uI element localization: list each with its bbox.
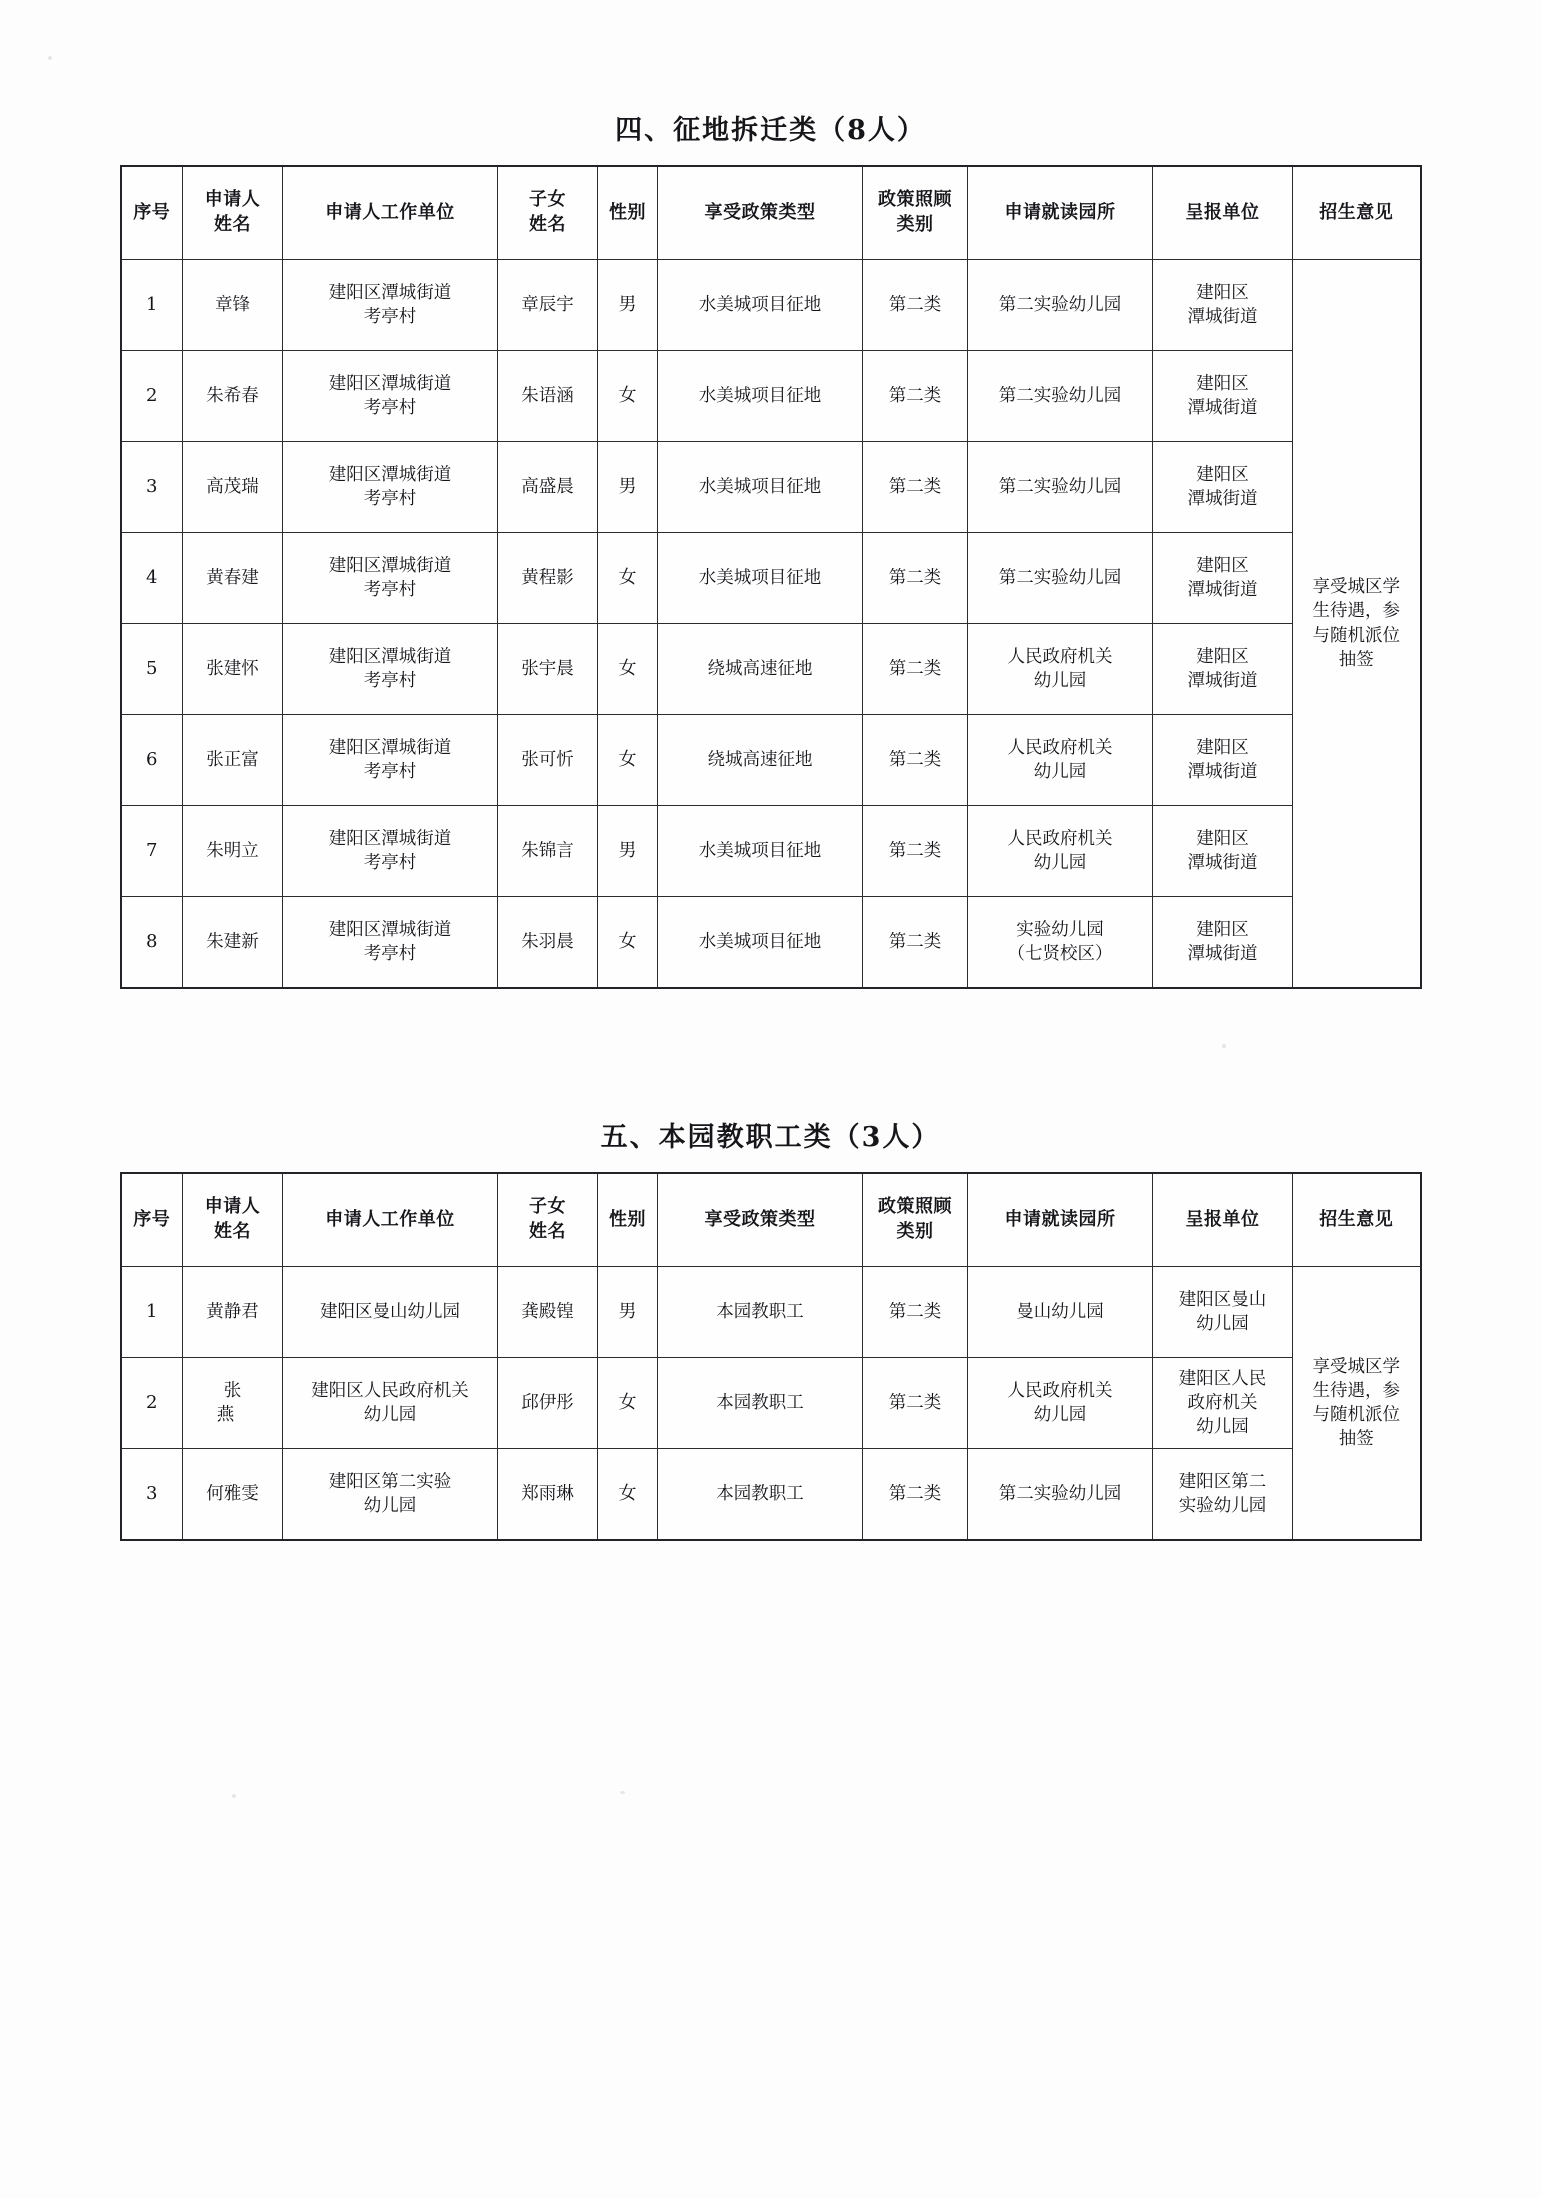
col-header-policy-category-line2: 类别 (896, 1221, 934, 1242)
col-header-child-name-line2: 姓名 (529, 1221, 566, 1242)
reporting-unit-line: 建阳区 (1196, 828, 1249, 849)
cell-applicant-name (183, 897, 283, 989)
admission-opinion-line: 生待遇，参 (1312, 1380, 1400, 1401)
work-unit-line: 考亭村 (363, 671, 417, 691)
applicant-name-text: 朱明立 (206, 840, 259, 861)
cell-reporting-unit (1153, 351, 1293, 442)
reporting-unit-line: 潭城街道 (1187, 853, 1258, 873)
col-header-policy-type: 享受政策类型 (658, 1173, 863, 1267)
col-header-seq: 序号 (121, 166, 183, 260)
cell-seq: 3 (121, 1449, 183, 1541)
cell-gender: 女 (598, 1358, 658, 1449)
table-row (121, 715, 1421, 806)
col-header-child-name-line2: 姓名 (529, 214, 566, 235)
table-row (121, 1358, 1421, 1449)
work-unit-line: 考亭村 (363, 580, 417, 600)
cell-gender: 女 (598, 715, 658, 806)
cell-work-unit (283, 260, 498, 351)
cell-policy-category: 第二类 (863, 351, 968, 442)
cell-seq: 3 (121, 442, 183, 533)
reporting-unit-line: 建阳区曼山 (1178, 1289, 1267, 1310)
applicant-name-text: 黄静君 (206, 1301, 259, 1322)
cell-reporting-unit (1153, 442, 1293, 533)
reporting-unit-line: 建阳区 (1196, 555, 1249, 576)
cell-seq: 2 (121, 1358, 183, 1449)
col-header-policy-category (863, 166, 968, 260)
cell-child-name: 章辰宇 (498, 260, 598, 351)
reporting-unit-line: 建阳区人民 (1178, 1368, 1267, 1389)
cell-kindergarten (968, 260, 1153, 351)
table-row (121, 260, 1421, 351)
cell-kindergarten (968, 533, 1153, 624)
work-unit-line: 建阳区潭城街道 (328, 646, 452, 667)
col-header-kindergarten: 申请就读园所 (968, 166, 1153, 260)
kindergarten-line: 第二实验幼儿园 (998, 385, 1122, 406)
cell-child-name: 邱伊彤 (498, 1358, 598, 1449)
cell-seq: 2 (121, 351, 183, 442)
section-staff-children (0, 1115, 1541, 1541)
table-row (121, 351, 1421, 442)
applicant-name-text: 朱建新 (206, 931, 259, 952)
col-header-applicant-name (183, 166, 283, 260)
admission-opinion-line: 与随机派位 (1312, 1405, 1400, 1425)
reporting-unit-line: 幼儿园 (1196, 1314, 1249, 1334)
cell-policy-category: 第二类 (863, 442, 968, 533)
reporting-unit-line: 潭城街道 (1187, 398, 1258, 418)
kindergarten-line: 幼儿园 (1033, 762, 1087, 782)
reporting-unit-line: 幼儿园 (1196, 1417, 1249, 1438)
cell-policy-category: 第二类 (863, 1358, 968, 1449)
cell-gender: 男 (598, 806, 658, 897)
reporting-unit-line: 建阳区 (1196, 373, 1249, 394)
col-header-child-name-line1: 子女 (529, 1196, 566, 1218)
applicant-name-text: 张建怀 (206, 658, 259, 679)
col-header-policy-category (863, 1173, 968, 1267)
table-row (121, 533, 1421, 624)
kindergarten-line: 第二实验幼儿园 (998, 1483, 1122, 1504)
cell-child-name: 龚殿锽 (498, 1267, 598, 1358)
admission-opinion-line: 与随机派位 (1312, 625, 1400, 646)
cell-reporting-unit (1153, 897, 1293, 989)
table-row (121, 897, 1421, 989)
col-header-policy-category-line2: 类别 (896, 214, 934, 235)
admission-opinion-line: 抽签 (1338, 649, 1374, 670)
kindergarten-line: 第二实验幼儿园 (998, 567, 1122, 588)
col-header-kindergarten: 申请就读园所 (968, 1173, 1153, 1267)
cell-work-unit (283, 1449, 498, 1541)
section-title-land-acquisition: 四、征地拆迁类（8人） (615, 115, 926, 146)
reporting-unit-line: 政府机关 (1187, 1392, 1258, 1413)
cell-child-name: 张可忻 (498, 715, 598, 806)
col-header-seq: 序号 (121, 1173, 183, 1267)
kindergarten-line: 幼儿园 (1033, 671, 1087, 691)
cell-policy-type: 本园教职工 (658, 1358, 863, 1449)
kindergarten-line: （七贤校区） (1007, 944, 1113, 964)
cell-admission-opinion (1293, 1267, 1421, 1541)
cell-applicant-name (183, 533, 283, 624)
cell-reporting-unit (1153, 260, 1293, 351)
cell-kindergarten (968, 1358, 1153, 1449)
cell-child-name: 张宇晨 (498, 624, 598, 715)
cell-kindergarten (968, 715, 1153, 806)
table-header-row (121, 166, 1421, 260)
land-acquisition-table-body (121, 260, 1421, 989)
cell-policy-type: 本园教职工 (658, 1267, 863, 1358)
cell-work-unit (283, 351, 498, 442)
reporting-unit-line: 建阳区 (1196, 646, 1249, 667)
cell-child-name: 朱锦言 (498, 806, 598, 897)
col-header-admission-opinion: 招生意见 (1293, 1173, 1421, 1267)
section-title-staff-children: 五、本园教职工类（3人） (600, 1122, 941, 1153)
cell-reporting-unit (1153, 806, 1293, 897)
cell-policy-category: 第二类 (863, 806, 968, 897)
cell-applicant-name (183, 1449, 283, 1541)
work-unit-line: 考亭村 (363, 944, 417, 964)
cell-applicant-name (183, 1267, 283, 1358)
work-unit-line: 幼儿园 (363, 1405, 417, 1425)
col-header-policy-type: 享受政策类型 (658, 166, 863, 260)
applicant-name-text: 张正富 (206, 749, 259, 770)
section-land-acquisition (0, 108, 1541, 989)
cell-work-unit (283, 1267, 498, 1358)
col-header-work-unit: 申请人工作单位 (283, 166, 498, 260)
cell-child-name: 朱羽晨 (498, 897, 598, 989)
work-unit-line: 建阳区潭城街道 (328, 919, 452, 940)
cell-seq: 5 (121, 624, 183, 715)
cell-reporting-unit (1153, 715, 1293, 806)
cell-gender: 女 (598, 351, 658, 442)
kindergarten-line: 人民政府机关 (1007, 1380, 1113, 1401)
work-unit-line: 考亭村 (363, 398, 417, 418)
cell-kindergarten (968, 624, 1153, 715)
land-acquisition-table (120, 165, 1422, 989)
cell-policy-category: 第二类 (863, 1267, 968, 1358)
cell-work-unit (283, 533, 498, 624)
col-header-applicant-name-line2: 姓名 (214, 214, 251, 235)
reporting-unit-line: 建阳区 (1196, 919, 1249, 940)
reporting-unit-line: 潭城街道 (1187, 944, 1258, 964)
cell-applicant-name (183, 260, 283, 351)
col-header-policy-category-line1: 政策照顾 (878, 1196, 952, 1218)
work-unit-line: 建阳区人民政府机关 (311, 1380, 469, 1401)
kindergarten-line: 第二实验幼儿园 (998, 294, 1122, 315)
cell-applicant-name (183, 351, 283, 442)
cell-kindergarten (968, 351, 1153, 442)
cell-policy-category: 第二类 (863, 1449, 968, 1541)
cell-policy-type: 水美城项目征地 (658, 260, 863, 351)
cell-reporting-unit (1153, 533, 1293, 624)
col-header-policy-category-line1: 政策照顾 (878, 189, 952, 211)
cell-kindergarten (968, 442, 1153, 533)
scan-speck (620, 1791, 625, 1794)
applicant-name-text: 章锋 (215, 294, 250, 315)
scan-speck (48, 56, 52, 60)
applicant-name-text: 朱希春 (206, 385, 259, 406)
reporting-unit-line: 潭城街道 (1187, 307, 1258, 327)
table-row (121, 624, 1421, 715)
cell-reporting-unit (1153, 1449, 1293, 1541)
work-unit-line: 考亭村 (363, 307, 417, 327)
scan-speck (232, 1794, 236, 1798)
cell-policy-category: 第二类 (863, 715, 968, 806)
cell-admission-opinion (1293, 260, 1421, 989)
col-header-child-name (498, 166, 598, 260)
reporting-unit-line: 建阳区 (1196, 737, 1249, 758)
reporting-unit-line: 建阳区 (1196, 282, 1249, 303)
scan-speck (1222, 1044, 1226, 1048)
cell-work-unit (283, 897, 498, 989)
col-header-applicant-name-line1: 申请人 (204, 1196, 261, 1218)
kindergarten-line: 人民政府机关 (1007, 646, 1113, 667)
cell-policy-type: 水美城项目征地 (658, 897, 863, 989)
col-header-reporting-unit: 呈报单位 (1153, 166, 1293, 260)
cell-policy-category: 第二类 (863, 897, 968, 989)
cell-child-name: 高盛晨 (498, 442, 598, 533)
cell-gender: 女 (598, 624, 658, 715)
cell-kindergarten (968, 897, 1153, 989)
work-unit-line: 考亭村 (363, 853, 417, 873)
kindergarten-line: 幼儿园 (1033, 1405, 1087, 1425)
table-row (121, 1449, 1421, 1541)
reporting-unit-line: 潭城街道 (1187, 762, 1258, 782)
cell-applicant-name (183, 442, 283, 533)
reporting-unit-line: 潭城街道 (1187, 580, 1258, 600)
cell-gender: 男 (598, 442, 658, 533)
kindergarten-line: 人民政府机关 (1007, 737, 1113, 758)
cell-applicant-name (183, 715, 283, 806)
cell-kindergarten (968, 1449, 1153, 1541)
col-header-work-unit: 申请人工作单位 (283, 1173, 498, 1267)
cell-work-unit (283, 442, 498, 533)
work-unit-line: 建阳区潭城街道 (328, 464, 452, 485)
cell-child-name: 黄程影 (498, 533, 598, 624)
applicant-name-text: 何雅雯 (206, 1483, 259, 1504)
cell-gender: 女 (598, 533, 658, 624)
work-unit-line: 建阳区潭城街道 (328, 555, 452, 576)
cell-gender: 女 (598, 1449, 658, 1541)
reporting-unit-line: 潭城街道 (1187, 671, 1258, 691)
table-row (121, 442, 1421, 533)
cell-policy-type: 本园教职工 (658, 1449, 863, 1541)
reporting-unit-line: 建阳区第二 (1178, 1471, 1267, 1492)
cell-kindergarten (968, 806, 1153, 897)
cell-child-name: 郑雨琳 (498, 1449, 598, 1541)
col-header-applicant-name (183, 1173, 283, 1267)
kindergarten-line: 幼儿园 (1033, 853, 1087, 873)
cell-seq: 1 (121, 260, 183, 351)
cell-policy-type: 绕城高速征地 (658, 624, 863, 715)
col-header-child-name (498, 1173, 598, 1267)
cell-policy-type: 水美城项目征地 (658, 442, 863, 533)
cell-policy-category: 第二类 (863, 260, 968, 351)
applicant-name-text: 张 燕 (216, 1380, 287, 1425)
table-header-row (121, 1173, 1421, 1267)
table-row (121, 806, 1421, 897)
col-header-child-name-line1: 子女 (529, 189, 566, 211)
applicant-name-text: 黄春建 (206, 567, 259, 588)
work-unit-line: 建阳区潭城街道 (328, 373, 452, 394)
reporting-unit-line: 实验幼儿园 (1178, 1496, 1267, 1516)
cell-policy-type: 绕城高速征地 (658, 715, 863, 806)
admission-opinion-line: 享受城区学 (1312, 577, 1400, 598)
cell-gender: 男 (598, 260, 658, 351)
staff-children-table (120, 1172, 1422, 1541)
col-header-applicant-name-line1: 申请人 (204, 189, 261, 211)
work-unit-line: 考亭村 (363, 762, 417, 782)
applicant-name-text: 高茂瑞 (206, 476, 259, 497)
cell-applicant-name (183, 624, 283, 715)
work-unit-line: 建阳区潭城街道 (328, 828, 452, 849)
cell-work-unit (283, 624, 498, 715)
cell-child-name: 朱语涵 (498, 351, 598, 442)
cell-kindergarten (968, 1267, 1153, 1358)
col-header-gender: 性别 (598, 166, 658, 260)
reporting-unit-line: 潭城街道 (1187, 489, 1258, 509)
work-unit-line: 幼儿园 (363, 1496, 417, 1516)
cell-work-unit (283, 1358, 498, 1449)
kindergarten-line: 人民政府机关 (1007, 828, 1113, 849)
kindergarten-line: 第二实验幼儿园 (998, 476, 1122, 497)
col-header-applicant-name-line2: 姓名 (214, 1221, 251, 1242)
work-unit-line: 考亭村 (363, 489, 417, 509)
table-row (121, 1267, 1421, 1358)
cell-seq: 7 (121, 806, 183, 897)
admission-opinion-line: 生待遇，参 (1312, 601, 1400, 622)
cell-seq: 8 (121, 897, 183, 989)
col-header-gender: 性别 (598, 1173, 658, 1267)
work-unit-line: 建阳区第二实验 (328, 1471, 452, 1492)
cell-policy-type: 水美城项目征地 (658, 533, 863, 624)
cell-reporting-unit (1153, 1267, 1293, 1358)
cell-work-unit (283, 715, 498, 806)
cell-gender: 女 (598, 897, 658, 989)
cell-applicant-name (183, 1358, 287, 1449)
cell-policy-type: 水美城项目征地 (658, 351, 863, 442)
admission-opinion-line: 享受城区学 (1312, 1356, 1400, 1377)
cell-gender: 男 (598, 1267, 658, 1358)
reporting-unit-line: 建阳区 (1196, 464, 1249, 485)
cell-seq: 1 (121, 1267, 183, 1358)
cell-policy-category: 第二类 (863, 624, 968, 715)
cell-reporting-unit (1153, 624, 1293, 715)
work-unit-line: 建阳区潭城街道 (328, 282, 452, 303)
cell-reporting-unit (1153, 1358, 1293, 1449)
kindergarten-line: 曼山幼儿园 (1016, 1301, 1104, 1322)
cell-policy-category: 第二类 (863, 533, 968, 624)
col-header-admission-opinion: 招生意见 (1293, 166, 1421, 260)
kindergarten-line: 实验幼儿园 (1016, 919, 1104, 940)
work-unit-line: 建阳区曼山幼儿园 (320, 1301, 460, 1322)
cell-seq: 4 (121, 533, 183, 624)
col-header-reporting-unit: 呈报单位 (1153, 1173, 1293, 1267)
cell-work-unit (283, 806, 498, 897)
cell-seq: 6 (121, 715, 183, 806)
work-unit-line: 建阳区潭城街道 (328, 737, 452, 758)
cell-applicant-name (183, 806, 283, 897)
staff-children-table-body (121, 1267, 1421, 1541)
cell-policy-type: 水美城项目征地 (658, 806, 863, 897)
admission-opinion-line: 抽签 (1338, 1429, 1374, 1450)
